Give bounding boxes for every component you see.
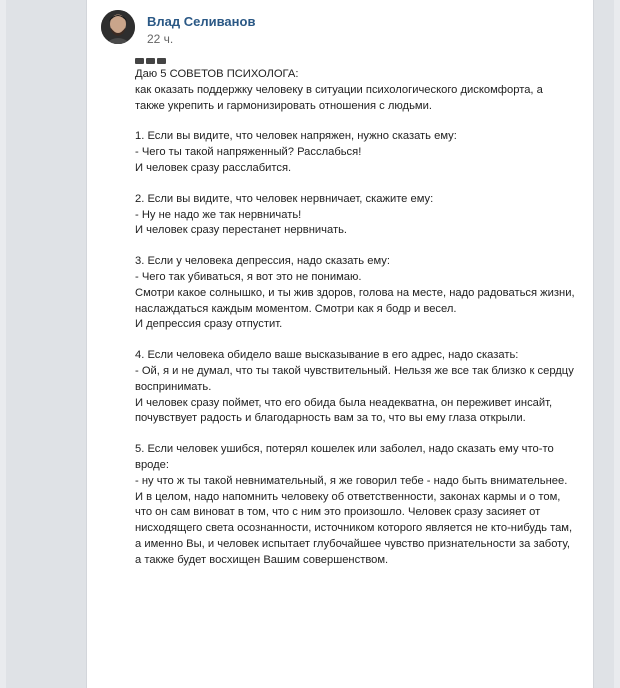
- post-paragraph-4: 4. Если человека обидело ваше высказывание в его адрес, надо сказать: - Ой, я и не думал, что ты такой чувствительный. Нельзя же все так близко к сердцу воспринимать. И человек сразу поймет, что его обида была неадекватна, он переживет инсайт, почувствует радость и благодарность вам за то, что вы ему глаза открыли.: [135, 349, 574, 425]
- emoji-icon: [135, 58, 575, 64]
- post-paragraph-2: 2. Если вы видите, что человек нервничает, скажите ему: - Ну не надо же так нервничать! И человек сразу перестанет нервничать.: [135, 192, 434, 237]
- avatar[interactable]: [101, 10, 135, 44]
- post-timestamp[interactable]: 22 ч.: [147, 32, 174, 46]
- screenshot-frame: [6, 0, 614, 688]
- post-paragraph-5: 5. Если человек ушибся, потерял кошелек или заболел, надо сказать ему что-то вроде: - ну что ж ты такой невнимательный, я же говорил тебе - надо быть внимательнее. И в целом, надо напомнить человеку об ответственности, законах кармы и о том, что он сам виноват в том, что с ним это произошло. Человек сразу засияет от нисходящего света осознанности, источником которого является не кто-нибудь там, а именно Вы, и человек испытает глубочайшее чувство признательности за заботу, а также будет восхищен Вашим совершенством.: [135, 443, 573, 566]
- post-paragraph-intro: Даю 5 СОВЕТОВ ПСИХОЛОГА: как оказать поддержку человеку в ситуации психологического дискомфорта, а также укрепить и гармонизировать отношения с людьми.: [135, 68, 543, 112]
- post-paragraph-1: 1. Если вы видите, что человек напряжен, нужно сказать ему: - Чего ты такой напряженный? Расслабься! И человек сразу расслабится.: [135, 130, 457, 174]
- avatar-photo-icon: [101, 10, 135, 44]
- post-card: [86, 0, 594, 688]
- post-paragraph-3: 3. Если у человека депрессия, надо сказать ему: - Чего так убиваться, я вот это не понимаю. Смотри какое солнышко, и ты жив здоров, голова на месте, надо радоваться жизни, наслаждаться каждым моментом. Смотри как я бодр и весел. И депрессия сразу отпустит.: [135, 255, 575, 331]
- post-text: [135, 58, 575, 569]
- author-name[interactable]: Влад Селиванов: [147, 14, 256, 29]
